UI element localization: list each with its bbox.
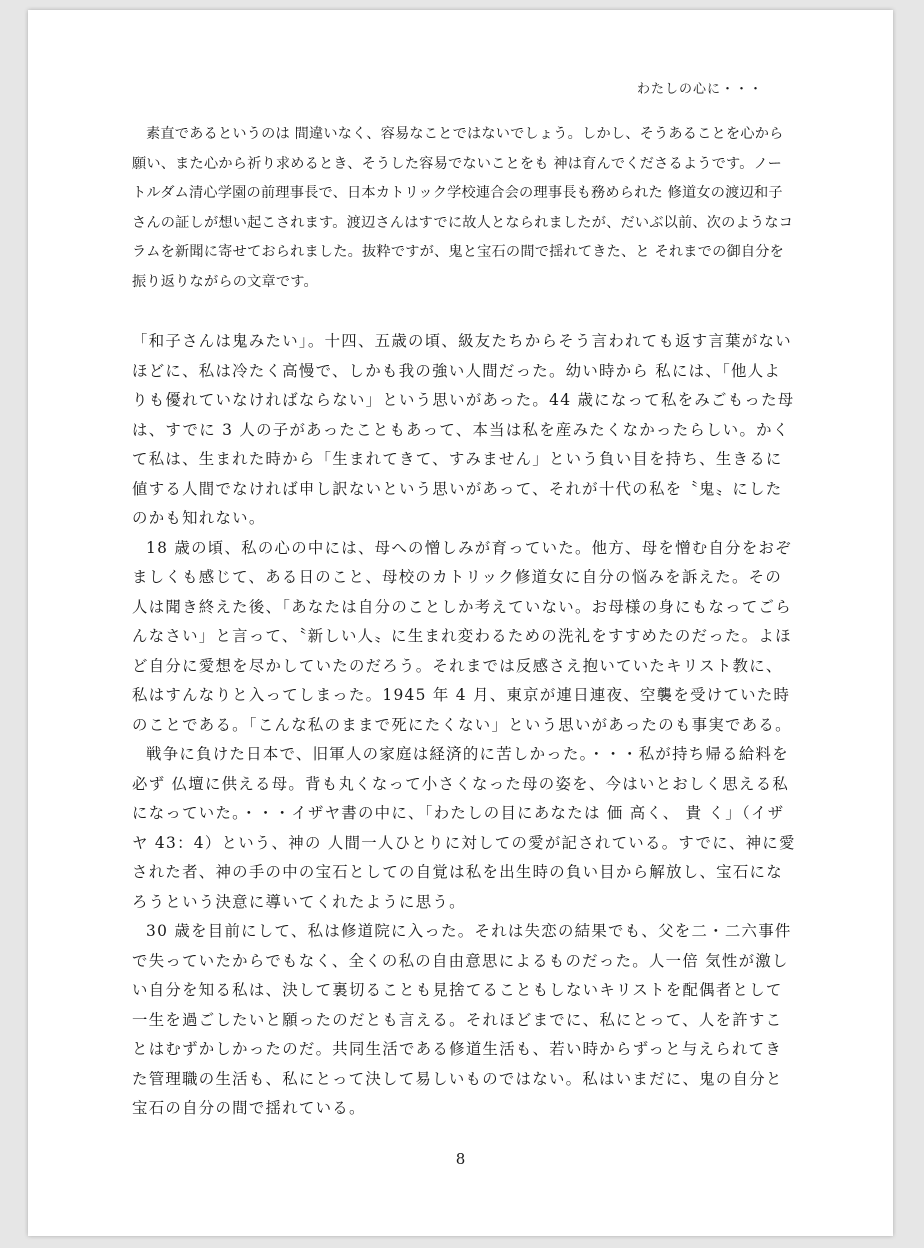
quote-paragraph-3: 戦争に負けた日本で、旧軍人の家庭は経済的に苦しかった。・・・私が持ち帰る給料を必ず 仏壇に供える母。背も丸くなって小さくなった母の姿を、今はいとおしく思える私になっていた。・・・イザヤ書の中に、「わたしの目にあなたは 価 高く、 貴 く」（イザヤ 43：4）という、神の 人間一人ひとりに対しての愛が記されている。すでに、神に愛された者、神の手の中の宝石としての自覚は私を出生時の負い目から解放し、宝石になろうという決意に導いてくれたように思う。 [132,745,796,911]
quoted-column [132,327,796,1124]
quote-paragraph-4: 30 歳を目前にして、私は修道院に入った。それは失恋の結果でも、父を二・二六事件で失っていたからでもなく、全くの私の自由意思によるものだった。人一倍 気性が激しい自分を知る私は、決して裏切ることも見捨てることもしないキリストを配偶者として一生を過ごしたいと願ったのだとも言える。それほどまでに、私にとって、人を許すことはむずかしかったのだ。共同生活である修道生活も、若い時からずっと与えられてきた管理職の生活も、私にとって決して易しいものではない。私はいまだに、鬼の自分と宝石の自分の間で揺れている。 [132,922,792,1117]
page-number: 8 [455,1150,466,1168]
running-header: わたしの心に・・・ [636,82,763,97]
intro-section [132,120,796,297]
quote-paragraph-1: 「和子さんは鬼みたい」。十四、五歳の頃、級友たちからそう言われても返す言葉がないほどに、私は冷たく高慢で、しかも我の強い人間だった。幼い時から 私には、「他人よりも優れていなければならない」という思いがあった。44 歳になって私をみごもった母は、すでに 3 人の子があったこともあって、本当は私を産みたくなかったらしい。かくて私は、生まれた時から「生まれてきて、すみません」という負い目を持ち、生きるに値する人間でなければ申し訳ないという思いがあって、それが十代の私を〝鬼〟にしたのかも知れない。 [132,332,795,527]
intro-paragraph: 素直であるというのは 間違いなく、容易なことではないでしょう。しかし、そうあることを心から願い、また心から祈り求めるとき、そうした容易でないことをも 神は育んでくださるようです。ノートルダム清心学園の前理事長で、日本カトリック学校連合会の理事長も務められた 修道女の渡辺和子さんの証しが想い起こされます。渡辺さんはすでに故人となられましたが、だいぶ以前、次のようなコラムを新聞に寄せておられました。抜粋ですが、鬼と宝石の間で揺れてきた、と それまでの御自分を振り返りながらの文章です。 [132,126,794,290]
page-body [132,120,796,1124]
document-page [28,10,893,1236]
quote-paragraph-2: 18 歳の頃、私の心の中には、母への憎しみが育っていた。他方、母を憎む自分をおぞましくも感じて、ある日のこと、母校のカトリック修道女に自分の悩みを訴えた。その人は聞き終えた後、「あなたは自分のことしか考えていない。お母様の身にもなってごらんなさい」と言って、〝新しい人〟に生まれ変わるための洗礼をすすめたのだった。よほど自分に愛想を尽かしていたのだろう。それまでは反感さえ抱いていたキリスト教に、私はすんなりと入ってしまった。1945 年 4 月、東京が連日連夜、空襲を受けていた時のことである。「こんな私のままで死にたくない」という思いがあったのも事実である。 [132,538,792,734]
